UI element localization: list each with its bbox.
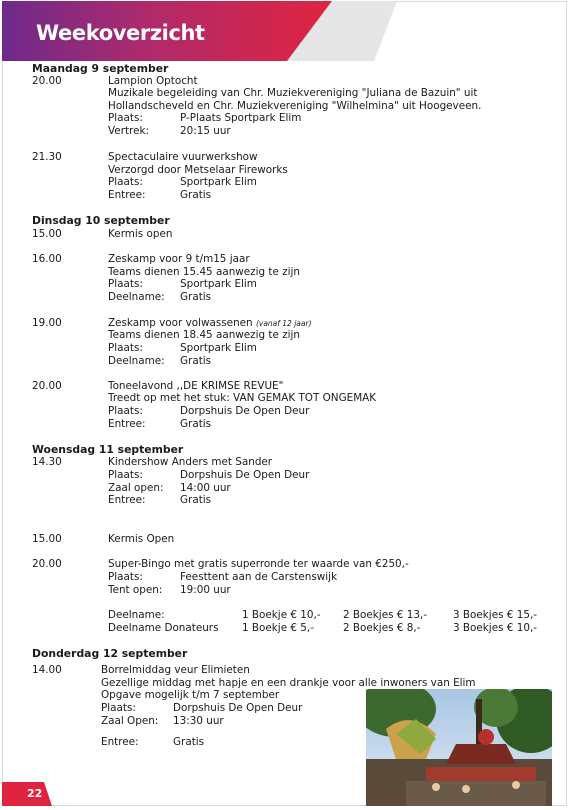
plaats-label: Plaats: [108,469,143,481]
event-time: 20.00 [32,75,62,87]
event-description: Treedt op met het stuk: VAN GEMAK TOT ONGEMAK [108,392,377,404]
day-heading-tuesday: Dinsdag 10 september [32,214,170,227]
event-title: Borrelmiddag veur Elimieten [101,664,250,676]
event-time: 14.30 [32,456,62,468]
zaal-open-value: 14:00 uur [180,482,231,494]
plaats-value: Dorpshuis De Open Deur [180,405,310,417]
donateur-price-2-boekjes: 2 Boekjes € 8,- [343,622,421,634]
plaats-value: Sportpark Elim [180,176,257,188]
event-title: Toneelavond ,,DE KRIMSE REVUE" [108,380,284,392]
event-time: 14.00 [32,664,62,676]
event-time: 20.00 [32,380,62,392]
page-title: Weekoverzicht [36,21,205,45]
vertrek-label: Vertrek: [108,125,149,137]
event-time: 15.00 [32,228,62,240]
event-time: 20.00 [32,558,62,570]
event-time: 15.00 [32,533,62,545]
zaal-open-value: 13:30 uur [173,715,224,727]
event-description: Verzorgd door Metselaar Fireworks [108,164,288,176]
tent-open-label: Tent open: [108,584,163,596]
event-description: Gezellige middag met hapje en een drankje voor alle inwoners van Elim [101,677,476,689]
donateur-price-3-boekjes: 3 Boekjes € 10,- [453,622,537,634]
event-time: 21.30 [32,151,62,163]
deelname-label: Deelname: [108,355,165,367]
price-2-boekjes: 2 Boekjes € 13,- [343,609,427,621]
event-title: Zeskamp voor volwassenen [108,317,253,329]
zaal-open-label: Zaal open: [108,482,164,494]
entree-value: Gratis [173,736,205,748]
entree-label: Entree: [108,494,146,506]
entree-label: Entree: [108,418,146,430]
event-description: Teams dienen 18.45 aanwezig te zijn [108,329,301,341]
day-heading-wednesday: Woensdag 11 september [32,443,184,456]
event-time: 16.00 [32,253,62,265]
event-time: 19.00 [32,317,62,329]
price-3-boekjes: 3 Boekjes € 15,- [453,609,537,621]
day-heading-thursday: Donderdag 12 september [32,647,188,660]
plaats-value: Feesttent aan de Carstenswijk [180,571,338,583]
price-1-boekje: 1 Boekje € 10,- [242,609,321,621]
plaats-value: Sportpark Elim [180,342,257,354]
entree-value: Gratis [180,418,212,430]
tent-open-value: 19:00 uur [180,584,231,596]
zaal-open-label: Zaal Open: [101,715,159,727]
plaats-value: Sportpark Elim [180,278,257,290]
deelname-label: Deelname: [108,609,165,621]
plaats-value: P-Plaats Sportpark Elim [180,112,302,124]
event-photo [366,689,552,806]
entree-value: Gratis [180,494,212,506]
event-age-note: (vanaf 12 jaar) [255,319,312,328]
plaats-label: Plaats: [108,112,143,124]
page-number: 22 [27,787,43,800]
deelname-value: Gratis [180,355,212,367]
event-title: Kermis open [108,228,173,240]
event-description: Muzikale begeleiding van Chr. Muziekvereniging "Juliana de Bazuin" uit [108,87,478,99]
entree-label: Entree: [108,189,146,201]
plaats-label: Plaats: [108,176,143,188]
entree-label: Entree: [101,736,139,748]
plaats-label: Plaats: [108,278,143,290]
event-description: Hollandscheveld en Chr. Muziekvereniging "Wilhelmina" uit Hoogeveen. [108,100,482,112]
plaats-value: Dorpshuis De Open Deur [173,702,303,714]
entree-value: Gratis [180,189,212,201]
plaats-label: Plaats: [101,702,136,714]
event-title: Lampion Optocht [108,75,198,87]
event-description: Teams dienen 15.45 aanwezig te zijn [108,266,301,278]
deelname-donateurs-label: Deelname Donateurs [108,622,219,634]
event-title: Kindershow Anders met Sander [108,456,273,468]
plaats-value: Dorpshuis De Open Deur [180,469,310,481]
deelname-value: Gratis [180,291,212,303]
event-title: Kermis Open [108,533,175,545]
event-title: Super-Bingo met gratis superronde ter waarde van €250,- [108,558,409,570]
event-title: Spectaculaire vuurwerkshow [108,151,258,163]
deelname-label: Deelname: [108,291,165,303]
donateur-price-1-boekje: 1 Boekje € 5,- [242,622,314,634]
day-heading-monday: Maandag 9 september [32,62,169,75]
plaats-label: Plaats: [108,405,143,417]
event-description: Opgave mogelijk t/m 7 september [101,689,280,701]
event-title: Zeskamp voor 9 t/m15 jaar [108,253,250,265]
plaats-label: Plaats: [108,571,143,583]
plaats-label: Plaats: [108,342,143,354]
vertrek-value: 20:15 uur [180,125,231,137]
